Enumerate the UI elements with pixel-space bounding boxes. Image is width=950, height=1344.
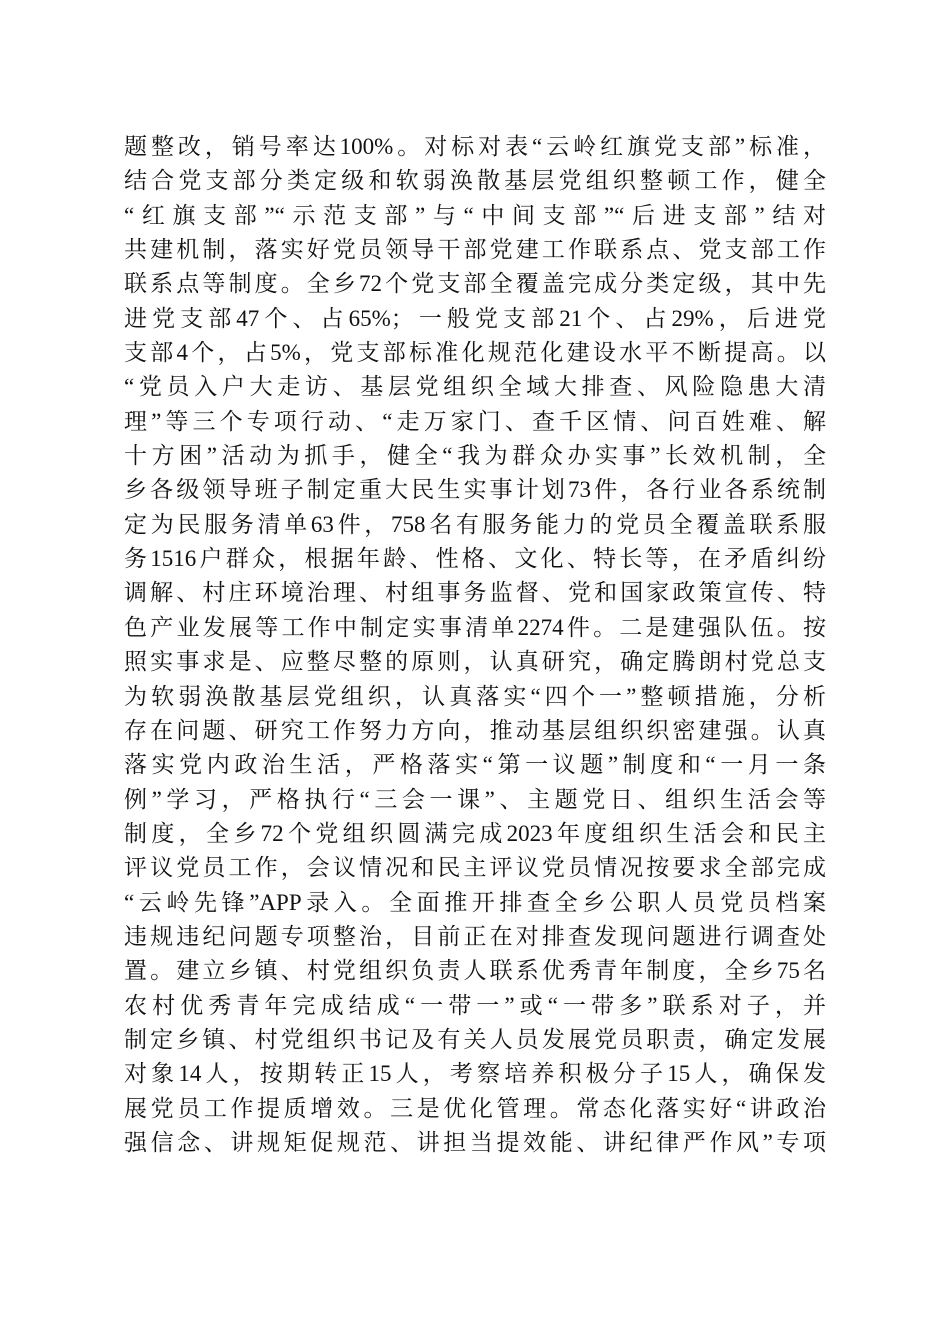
text-line: “党员入户大走访、基层党组织全域大排查、风险隐患大清 — [124, 374, 826, 400]
document-body — [124, 130, 826, 1160]
text-line: 结合党支部分类定级和软弱涣散基层党组织整顿工作，健全 — [124, 168, 826, 194]
text-line: “云岭先锋”APP录入。全面推开排查全乡公职人员党员档案 — [124, 889, 826, 915]
text-line: 农村优秀青年完成结成“一带一”或“一带多”联系对子，并 — [124, 992, 826, 1018]
text-line: 务1516户群众，根据年龄、性格、文化、特长等，在矛盾纠纷 — [124, 546, 826, 572]
text-line: 照实事求是、应整尽整的原则，认真研究，确定腾朗村党总支 — [124, 649, 826, 675]
text-line: 调解、村庄环境治理、村组事务监督、党和国家政策宣传、特 — [124, 580, 826, 606]
text-line: 对象14人，按期转正15人，考察培养积极分子15人，确保发 — [124, 1061, 826, 1087]
text-line: 理”等三个专项行动、“走万家门、查千区情、问百姓难、解 — [124, 408, 826, 434]
text-line: 违规违纪问题专项整治，目前正在对排查发现问题进行调查处 — [124, 923, 826, 949]
text-line: 为软弱涣散基层党组织，认真落实“四个一”整顿措施，分析 — [124, 683, 826, 709]
text-line: 题整改，销号率达100%。对标对表“云岭红旗党支部”标准， — [124, 134, 826, 159]
text-line: 例”学习，严格执行“三会一课”、主题党日、组织生活会等 — [124, 786, 826, 812]
text-line: “红旗支部”“示范支部”与“中间支部”“后进支部”结对 — [124, 202, 826, 228]
text-line: 定为民服务清单63件，758名有服务能力的党员全覆盖联系服 — [124, 511, 826, 537]
text-line: 联系点等制度。全乡72个党支部全覆盖完成分类定级，其中先 — [124, 271, 826, 297]
text-line: 强信念、讲规矩促规范、讲担当提效能、讲纪律严作风”专项 — [124, 1129, 826, 1155]
text-line: 十方困”活动为抓手，健全“我为群众办实事”长效机制，全 — [124, 443, 826, 469]
text-line: 色产业发展等工作中制定实事清单2274件。二是建强队伍。按 — [124, 614, 826, 640]
text-line: 支部4个，占5%，党支部标准化规范化建设水平不断提高。以 — [124, 340, 826, 366]
text-line: 共建机制，落实好党员领导干部党建工作联系点、党支部工作 — [124, 237, 826, 263]
text-line: 进党支部47个、占65%；一般党支部21个、占29%，后进党 — [124, 305, 826, 331]
text-line: 置。建立乡镇、村党组织负责人联系优秀青年制度，全乡75名 — [124, 958, 826, 984]
text-line: 制度，全乡72个党组织圆满完成2023年度组织生活会和民主 — [124, 820, 826, 846]
text-line: 制定乡镇、村党组织书记及有关人员发展党员职责，确定发展 — [124, 1026, 826, 1052]
text-line: 落实党内政治生活，严格落实“第一议题”制度和“一月一条 — [124, 752, 826, 778]
text-line: 展党员工作提质增效。三是优化管理。常态化落实好“讲政治 — [124, 1095, 826, 1121]
text-line: 存在问题、研究工作努力方向，推动基层组织织密建强。认真 — [124, 717, 826, 743]
text-line: 乡各级领导班子制定重大民生实事计划73件，各行业各系统制 — [124, 477, 826, 503]
text-line: 评议党员工作，会议情况和民主评议党员情况按要求全部完成 — [124, 855, 826, 881]
